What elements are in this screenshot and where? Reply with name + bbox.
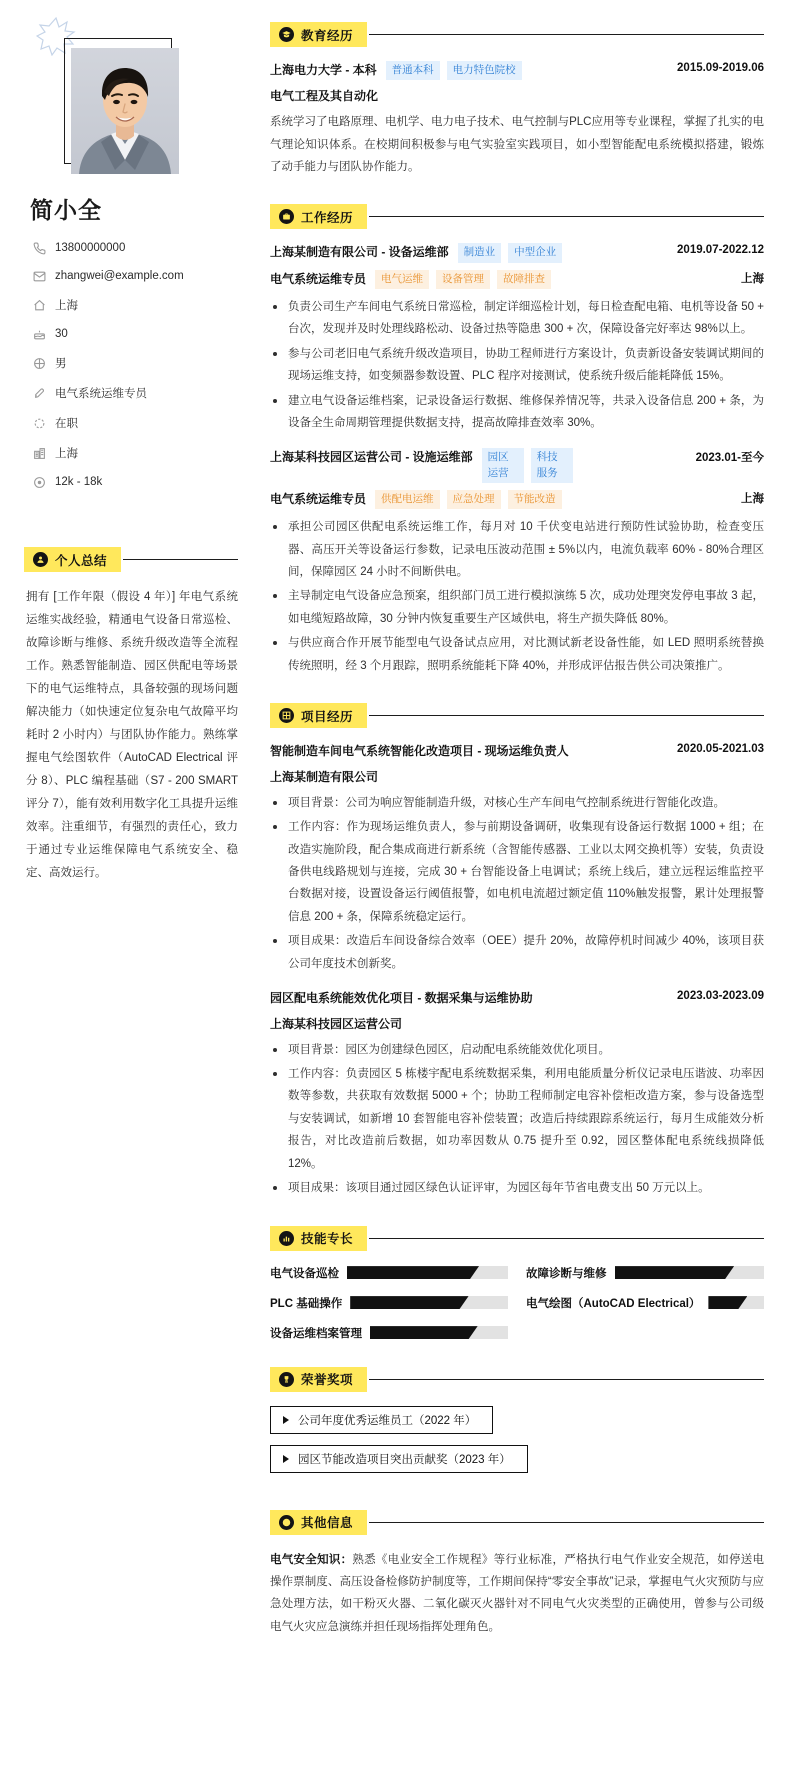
role-tags xyxy=(375,490,562,509)
skill-item xyxy=(526,1265,764,1281)
entry-header-row xyxy=(270,243,764,262)
section-title: 项目经历 xyxy=(301,709,354,724)
contact-salary xyxy=(32,475,238,489)
other-info-text xyxy=(270,1549,764,1639)
project-entry xyxy=(270,989,764,1200)
major-name: 电气工程及其自动化 xyxy=(270,89,379,104)
list-item: 工作内容：负责园区 5 栋楼宇配电系统数据采集，利用电能质量分析仪记录电压谐波、功率因数等参数，共获取有效数据 5000 + 个；协助工程师制定电容补偿柜改造方案，参与设备选型与安装调试，如新增 10 套智能电容补偿装置；改造后持续跟踪系统运行，每月生成能效分析报告，对比改造前后数据，如功率因数从 0.75 提升至 0.92，园区整体配电系统线损降低 12%。 xyxy=(270,1063,764,1175)
section-rule xyxy=(369,34,764,35)
section-rule xyxy=(369,1379,764,1380)
list-item: 负责公司生产车间电气系统日常巡检，制定详细巡检计划，每日检查配电箱、电机等设备 50 + 台次，发现并及时处理线路松动、设备过热等隐患 300 + 次，保障设备完好率达 98%以上。 xyxy=(270,296,764,341)
section-header-honors xyxy=(270,1367,764,1392)
avatar xyxy=(71,48,179,174)
education-entry xyxy=(270,61,764,178)
section-chip xyxy=(270,1226,367,1251)
triangle-icon xyxy=(283,1416,289,1424)
section-chip xyxy=(270,1510,367,1535)
honor-item xyxy=(270,1406,493,1434)
work-date: 2023.01-至今 xyxy=(695,452,764,465)
project-company: 上海某科技园区运营公司 xyxy=(270,1016,403,1031)
work-entry xyxy=(270,243,764,434)
skill-bar-fill xyxy=(370,1326,478,1339)
skill-label: 电气设备巡检 xyxy=(270,1267,339,1280)
section-work xyxy=(270,204,764,677)
skill-item xyxy=(526,1295,764,1311)
contact-position xyxy=(32,385,238,401)
contact-list xyxy=(32,241,238,489)
entry-role-row xyxy=(270,270,764,289)
role-name: 电气系统运维专员 xyxy=(270,271,367,286)
section-title: 个人总结 xyxy=(55,553,108,568)
honor-label: 园区节能改造项目突出贡献奖（2023 年） xyxy=(298,1453,511,1466)
project-entry xyxy=(270,742,764,975)
contact-value: 电气系统运维专员 xyxy=(55,388,147,400)
section-chip xyxy=(270,22,367,47)
section-chip xyxy=(270,1367,367,1392)
project-bullets xyxy=(270,1039,764,1200)
list-item: 主导制定电气设备应急预案，组织部门员工进行模拟演练 5 次，成功处理突发停电事故 3 起，如电缆短路故障，30 分钟内恢复重要生产区域供电，将生产损失降低 80%。 xyxy=(270,585,764,630)
skill-item xyxy=(270,1265,508,1281)
list-item: 项目成果：改造后车间设备综合效率（OEE）提升 20%，故障停机时间减少 40%，该项目获公司年度技术创新奖。 xyxy=(270,930,764,975)
entry-role-row xyxy=(270,490,764,509)
section-honors xyxy=(270,1367,764,1484)
school-tags xyxy=(386,61,522,80)
honor-label: 公司年度优秀运维员工（2022 年） xyxy=(298,1414,477,1427)
graduation-icon xyxy=(279,27,294,42)
other-info-label: 电气安全知识： xyxy=(270,1553,353,1566)
skill-bar-fill xyxy=(347,1266,479,1279)
other-info-body: 熟悉《电业安全工作规程》等行业标准，严格执行电气作业安全规范，如停送电操作票制度、高压设备检修防护制度等，工作期间保持“零安全事故”记录，掌握电气火灾预防与应急处理方法，如干粉灭火器、二氧化碳灭火器针对不同电气火灾类型的正确使用，曾参与公司级电气火灾应急演练并担任现场指挥处理角色。 xyxy=(270,1553,765,1633)
contact-city xyxy=(32,445,238,461)
skill-label: 故障诊断与维修 xyxy=(526,1267,607,1280)
tag: 设备管理 xyxy=(436,270,490,289)
section-title: 教育经历 xyxy=(301,28,354,43)
skill-bar xyxy=(708,1296,764,1309)
section-title: 荣誉奖项 xyxy=(301,1373,354,1388)
entry-header-row xyxy=(270,742,764,761)
contact-value: zhangwei@example.com xyxy=(55,270,184,282)
role-tags xyxy=(375,270,551,289)
home-icon xyxy=(32,298,46,312)
summary-text: 拥有 [工作年限（假设 4 年）] 年电气系统运维实战经验，精通电气设备日常巡检、故障诊断与维修、系统升级改造等全流程工作。熟悉智能制造、园区供配电等场景下的电气运维特点，具备较强的现场问题解决能力（如快速定位复杂电气故障平均耗时 2 小时内）与团队协作能力。熟练掌握电气绘图软件（AutoCAD Electrical 评分 8）、PLC 编程基础（S7 - 200 SMART 评分 7），能有效利用数字化工具提升运维效率。注重细节，有强烈的责任心，致力于通过专业运维保障电气系统安全、稳定、高效运行。 xyxy=(26,591,238,879)
section-rule xyxy=(369,1522,764,1523)
tag: 电气运维 xyxy=(375,270,429,289)
section-header-education xyxy=(270,22,764,47)
skill-item xyxy=(270,1325,508,1341)
section-title: 工作经历 xyxy=(301,210,354,225)
skill-bar xyxy=(615,1266,765,1279)
skill-bar xyxy=(350,1296,508,1309)
project-name: 园区配电系统能效优化项目 - 数据采集与运维协助 xyxy=(270,991,533,1006)
contact-value: 上海 xyxy=(55,448,78,460)
triangle-icon xyxy=(283,1455,289,1463)
education-date: 2015.09-2019.06 xyxy=(677,62,764,74)
list-item: 承担公司园区供配电系统运维工作，每月对 10 千伏变电站进行预防性试验协助，检查变压器、高压开关等设备运行参数，记录电压波动范围 ± 5%以内，电流负载率 60% - 80%合理区间，保障园区 24 小时不间断供电。 xyxy=(270,516,764,583)
skill-label: PLC 基础操作 xyxy=(270,1297,343,1310)
entry-header-row xyxy=(270,448,764,482)
tag: 科技服务 xyxy=(531,448,573,482)
entry-header-row xyxy=(270,989,764,1008)
list-item: 与供应商合作开展节能型电气设备试点应用，对比测试新老设备性能，如 LED 照明系统替换传统照明，经 3 个月跟踪，照明系统能耗下降 40%，并形成评估报告供公司决策推广。 xyxy=(270,632,764,677)
salary-icon xyxy=(32,475,46,489)
section-other xyxy=(270,1510,764,1639)
skill-bar-fill xyxy=(350,1296,468,1309)
work-location: 上海 xyxy=(741,492,764,505)
list-item: 项目成果：该项目通过园区绿色认证评审，为园区每年节省电费支出 50 万元以上。 xyxy=(270,1177,764,1199)
mail-icon xyxy=(32,269,46,283)
section-header-projects xyxy=(270,703,764,728)
project-company: 上海某制造有限公司 xyxy=(270,769,379,784)
skill-bar xyxy=(370,1326,508,1339)
tag: 供配电运维 xyxy=(375,490,440,509)
main-column xyxy=(262,0,794,1704)
contact-hometown xyxy=(32,297,238,313)
user-icon xyxy=(33,552,48,567)
section-chip xyxy=(270,204,367,229)
briefcase-icon xyxy=(279,209,294,224)
contact-age xyxy=(32,327,238,341)
list-item: 建立电气设备运维档案，记录设备运行数据、维修保养情况等，共录入设备信息 200 + 条，为设备全生命周期管理提供数据支持，提高故障排查效率 30%。 xyxy=(270,390,764,435)
info-icon xyxy=(279,1515,294,1530)
tag: 电力特色院校 xyxy=(447,61,522,80)
photo-block xyxy=(64,38,176,172)
skills-grid xyxy=(270,1265,764,1341)
section-education xyxy=(270,22,764,178)
section-header-other xyxy=(270,1510,764,1535)
company-name: 上海某科技园区运营公司 - 设施运维部 xyxy=(270,450,473,465)
entry-header-row xyxy=(270,61,764,80)
contact-value: 在职 xyxy=(55,418,78,430)
list-item: 工作内容：作为现场运维负责人，参与前期设备调研，收集现有设备运行数据 1000 + 组；在改造实施阶段，配合集成商进行新系统（含智能传感器、工业以太网交换机等）安装，负责设备供电线路规划与连接，完成 30 + 台智能设备上电调试；系统上线后，建立远程运维监控平台数据对接，设置设备运行阈值报警，如电机电流超过额定值 110%触发报警，累计处理报警信息 200 + 条，保障系统稳定运行。 xyxy=(270,816,764,928)
section-rule xyxy=(369,1238,764,1239)
contact-status xyxy=(32,415,238,431)
section-title: 技能专长 xyxy=(301,1232,354,1247)
list-item: 项目背景：公司为响应智能制造升级，对核心生产车间电气控制系统进行智能化改造。 xyxy=(270,792,764,814)
section-rule xyxy=(369,715,764,716)
project-name: 智能制造车间电气系统智能化改造项目 - 现场运维负责人 xyxy=(270,744,569,759)
tag: 节能改造 xyxy=(508,490,562,509)
skill-bar xyxy=(347,1266,508,1279)
list-item: 项目背景：园区为创建绿色园区，启动配电系统能效优化项目。 xyxy=(270,1039,764,1061)
contact-value: 上海 xyxy=(55,300,78,312)
work-bullets xyxy=(270,296,764,435)
section-chip xyxy=(24,547,121,572)
skill-item xyxy=(270,1295,508,1311)
tag: 园区运营 xyxy=(482,448,524,482)
rocket-icon xyxy=(32,386,46,400)
section-rule xyxy=(123,559,238,560)
status-icon xyxy=(32,416,46,430)
section-header-skills xyxy=(270,1226,764,1251)
contact-phone xyxy=(32,241,238,255)
project-bullets xyxy=(270,792,764,975)
skill-label: 设备运维档案管理 xyxy=(270,1327,362,1340)
list-item: 参与公司老旧电气系统升级改造项目，协助工程师进行方案设计，负责新设备安装调试期间的现场运维支持，如变频器参数设置、PLC 程序对接测试，使系统升级后能耗降低 15%。 xyxy=(270,343,764,388)
skill-bar-fill xyxy=(615,1266,735,1279)
skills-grid-filler xyxy=(526,1325,764,1341)
sidebar xyxy=(0,0,262,925)
tag: 制造业 xyxy=(458,243,502,262)
contact-value: 13800000000 xyxy=(55,242,126,254)
section-rule xyxy=(369,216,764,217)
work-date: 2019.07-2022.12 xyxy=(677,244,764,257)
tag: 故障排查 xyxy=(497,270,551,289)
page-title: 简小全 xyxy=(30,197,102,223)
contact-value: 男 xyxy=(55,358,67,370)
skill-bar-fill xyxy=(708,1296,747,1309)
section-skills xyxy=(270,1226,764,1341)
contact-value: 12k - 18k xyxy=(55,476,103,488)
city-icon xyxy=(32,446,46,460)
school-name: 上海电力大学 - 本科 xyxy=(270,63,377,77)
tag: 中型企业 xyxy=(508,243,562,262)
chart-icon xyxy=(279,1231,294,1246)
phone-icon xyxy=(32,241,46,255)
section-projects xyxy=(270,703,764,1200)
project-icon xyxy=(279,708,294,723)
contact-gender xyxy=(32,355,238,371)
section-header-work xyxy=(270,204,764,229)
tag: 应急处理 xyxy=(447,490,501,509)
trophy-icon xyxy=(279,1372,294,1387)
contact-email xyxy=(32,269,238,283)
section-header-summary xyxy=(24,547,238,572)
work-location: 上海 xyxy=(741,272,764,285)
honors-list xyxy=(270,1406,764,1484)
company-tags xyxy=(482,448,573,482)
honor-item xyxy=(270,1445,528,1473)
tag: 普通本科 xyxy=(386,61,440,80)
cake-icon xyxy=(32,327,46,341)
work-bullets xyxy=(270,516,764,677)
section-chip xyxy=(270,703,367,728)
section-title: 其他信息 xyxy=(301,1516,354,1531)
contact-value: 30 xyxy=(55,328,68,340)
company-tags xyxy=(458,243,563,262)
work-entry xyxy=(270,448,764,677)
education-description: 系统学习了电路原理、电机学、电力电子技术、电气控制与PLC应用等专业课程，掌握了扎实的电气理论知识体系。在校期间积极参与电气实验室实践项目，如小型智能配电系统模拟搭建，锻炼了动手能力与团队协作能力。 xyxy=(270,116,764,174)
skill-label: 电气绘图（AutoCAD Electrical） xyxy=(526,1297,701,1310)
role-name: 电气系统运维专员 xyxy=(270,491,367,506)
company-name: 上海某制造有限公司 - 设备运维部 xyxy=(270,245,449,260)
project-date: 2020.05-2021.03 xyxy=(677,743,764,756)
project-date: 2023.03-2023.09 xyxy=(677,990,764,1003)
gender-icon xyxy=(32,356,46,370)
